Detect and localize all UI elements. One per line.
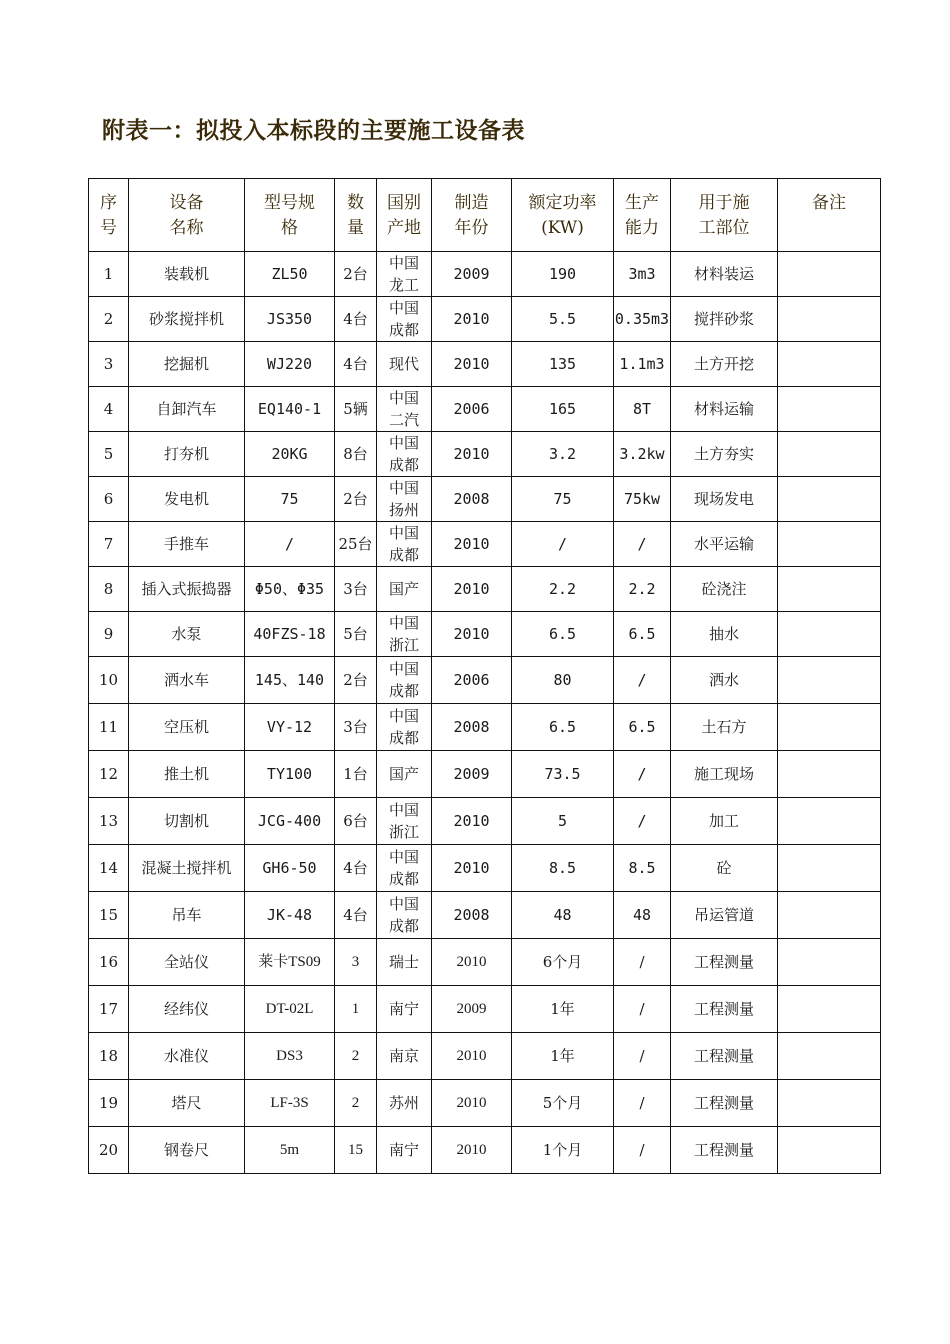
- cell-model: Φ50、Φ35: [245, 566, 335, 611]
- cell-model: 莱卡TS09: [245, 938, 335, 985]
- cell-usage: 洒水: [671, 656, 778, 703]
- cell-model: 5m: [245, 1126, 335, 1173]
- cell-no: 7: [89, 521, 129, 566]
- cell-name: 钢卷尺: [129, 1126, 245, 1173]
- cell-year: 2008: [432, 703, 512, 750]
- cell-origin: 中国 成都: [377, 844, 432, 891]
- cell-name: 空压机: [129, 703, 245, 750]
- cell-year: 2010: [432, 297, 512, 342]
- cell-year: 2009: [432, 252, 512, 297]
- cell-name: 砂浆搅拌机: [129, 297, 245, 342]
- cell-name: 混凝土搅拌机: [129, 844, 245, 891]
- table-row: [89, 844, 881, 891]
- cell-power: 190: [512, 252, 614, 297]
- table-row: [89, 521, 881, 566]
- cell-no: 20: [89, 1126, 129, 1173]
- cell-capacity: 3m3: [614, 252, 671, 297]
- cell-power: 5: [512, 797, 614, 844]
- cell-qty: 5台: [335, 611, 377, 656]
- cell-origin: 中国 成都: [377, 431, 432, 476]
- cell-note: [778, 297, 881, 342]
- cell-year: 2010: [432, 1032, 512, 1079]
- cell-note: [778, 891, 881, 938]
- cell-usage: 土石方: [671, 703, 778, 750]
- cell-origin: 苏州: [377, 1079, 432, 1126]
- header-model: 型号规 格: [245, 179, 335, 252]
- cell-origin: 南宁: [377, 1126, 432, 1173]
- cell-model: VY-12: [245, 703, 335, 750]
- cell-qty: 5辆: [335, 386, 377, 431]
- cell-usage: 土方夯实: [671, 431, 778, 476]
- cell-year: 2009: [432, 750, 512, 797]
- cell-no: 11: [89, 703, 129, 750]
- cell-capacity: 48: [614, 891, 671, 938]
- cell-capacity: 1.1m3: [614, 342, 671, 387]
- cell-capacity: 2.2: [614, 566, 671, 611]
- cell-model: EQ140-1: [245, 386, 335, 431]
- cell-note: [778, 566, 881, 611]
- table-row: [89, 656, 881, 703]
- cell-note: [778, 1126, 881, 1173]
- cell-qty: 4台: [335, 342, 377, 387]
- table-header-row: [89, 179, 881, 252]
- cell-year: 2010: [432, 1079, 512, 1126]
- cell-note: [778, 656, 881, 703]
- cell-no: 2: [89, 297, 129, 342]
- header-origin: 国别 产地: [377, 179, 432, 252]
- header-power: 额定功率 (KW): [512, 179, 614, 252]
- cell-no: 14: [89, 844, 129, 891]
- table-row: [89, 252, 881, 297]
- cell-model: TY100: [245, 750, 335, 797]
- cell-no: 1: [89, 252, 129, 297]
- cell-no: 18: [89, 1032, 129, 1079]
- cell-qty: 2台: [335, 252, 377, 297]
- cell-model: 40FZS-18: [245, 611, 335, 656]
- cell-note: [778, 797, 881, 844]
- cell-year: 2010: [432, 566, 512, 611]
- cell-year: 2010: [432, 797, 512, 844]
- cell-name: 装载机: [129, 252, 245, 297]
- table-row: [89, 297, 881, 342]
- cell-usage: 水平运输: [671, 521, 778, 566]
- cell-note: [778, 431, 881, 476]
- cell-name: 水准仪: [129, 1032, 245, 1079]
- cell-origin: 现代: [377, 342, 432, 387]
- cell-capacity: /: [614, 1126, 671, 1173]
- cell-power: 6.5: [512, 703, 614, 750]
- cell-note: [778, 386, 881, 431]
- cell-note: [778, 1079, 881, 1126]
- cell-name: 洒水车: [129, 656, 245, 703]
- cell-note: [778, 611, 881, 656]
- table-row: [89, 386, 881, 431]
- cell-model: JK-48: [245, 891, 335, 938]
- cell-capacity: /: [614, 985, 671, 1032]
- cell-origin: 中国 成都: [377, 656, 432, 703]
- cell-name: 发电机: [129, 476, 245, 521]
- cell-qty: 2: [335, 1079, 377, 1126]
- cell-capacity: /: [614, 938, 671, 985]
- cell-power: 1年: [512, 1032, 614, 1079]
- cell-qty: 2台: [335, 476, 377, 521]
- cell-note: [778, 252, 881, 297]
- header-qty: 数 量: [335, 179, 377, 252]
- cell-origin: 南宁: [377, 985, 432, 1032]
- table-row: [89, 750, 881, 797]
- header-name: 设备 名称: [129, 179, 245, 252]
- cell-model: /: [245, 521, 335, 566]
- cell-year: 2010: [432, 431, 512, 476]
- cell-qty: 15: [335, 1126, 377, 1173]
- table-row: [89, 797, 881, 844]
- cell-note: [778, 703, 881, 750]
- cell-name: 经纬仪: [129, 985, 245, 1032]
- cell-year: 2008: [432, 476, 512, 521]
- cell-capacity: /: [614, 797, 671, 844]
- cell-capacity: /: [614, 750, 671, 797]
- cell-capacity: /: [614, 521, 671, 566]
- cell-model: LF-3S: [245, 1079, 335, 1126]
- cell-year: 2009: [432, 985, 512, 1032]
- cell-no: 9: [89, 611, 129, 656]
- cell-year: 2010: [432, 938, 512, 985]
- cell-model: DS3: [245, 1032, 335, 1079]
- cell-year: 2010: [432, 342, 512, 387]
- header-note: 备注: [778, 179, 881, 252]
- table-row: [89, 476, 881, 521]
- cell-note: [778, 750, 881, 797]
- table-row: [89, 938, 881, 985]
- cell-origin: 国产: [377, 566, 432, 611]
- cell-origin: 中国 龙工: [377, 252, 432, 297]
- cell-power: 48: [512, 891, 614, 938]
- cell-power: 135: [512, 342, 614, 387]
- table-row: [89, 431, 881, 476]
- cell-origin: 南京: [377, 1032, 432, 1079]
- cell-usage: 材料运输: [671, 386, 778, 431]
- cell-model: GH6-50: [245, 844, 335, 891]
- equipment-table: [88, 178, 881, 1174]
- cell-model: WJ220: [245, 342, 335, 387]
- cell-usage: 砼: [671, 844, 778, 891]
- cell-origin: 中国 浙江: [377, 797, 432, 844]
- header-no: 序 号: [89, 179, 129, 252]
- cell-power: 5.5: [512, 297, 614, 342]
- cell-power: 3.2: [512, 431, 614, 476]
- cell-model: ZL50: [245, 252, 335, 297]
- cell-power: 1年: [512, 985, 614, 1032]
- cell-capacity: 6.5: [614, 611, 671, 656]
- cell-year: 2010: [432, 521, 512, 566]
- cell-model: 75: [245, 476, 335, 521]
- cell-usage: 吊运管道: [671, 891, 778, 938]
- cell-capacity: /: [614, 1032, 671, 1079]
- cell-capacity: /: [614, 656, 671, 703]
- table-row: [89, 1126, 881, 1173]
- cell-power: 73.5: [512, 750, 614, 797]
- cell-power: 75: [512, 476, 614, 521]
- cell-year: 2008: [432, 891, 512, 938]
- cell-capacity: 3.2kw: [614, 431, 671, 476]
- cell-usage: 工程测量: [671, 1126, 778, 1173]
- cell-name: 手推车: [129, 521, 245, 566]
- cell-usage: 工程测量: [671, 938, 778, 985]
- cell-usage: 搅拌砂浆: [671, 297, 778, 342]
- cell-year: 2010: [432, 611, 512, 656]
- cell-capacity: 6.5: [614, 703, 671, 750]
- cell-qty: 1台: [335, 750, 377, 797]
- cell-no: 17: [89, 985, 129, 1032]
- cell-qty: 25台: [335, 521, 377, 566]
- cell-power: 6.5: [512, 611, 614, 656]
- cell-power: 1个月: [512, 1126, 614, 1173]
- cell-origin: 中国 浙江: [377, 611, 432, 656]
- cell-origin: 中国 成都: [377, 297, 432, 342]
- cell-usage: 抽水: [671, 611, 778, 656]
- cell-name: 插入式振捣器: [129, 566, 245, 611]
- cell-no: 5: [89, 431, 129, 476]
- cell-usage: 施工现场: [671, 750, 778, 797]
- cell-usage: 工程测量: [671, 1032, 778, 1079]
- cell-usage: 加工: [671, 797, 778, 844]
- cell-qty: 2: [335, 1032, 377, 1079]
- cell-origin: 中国 扬州: [377, 476, 432, 521]
- cell-power: 8.5: [512, 844, 614, 891]
- cell-usage: 材料装运: [671, 252, 778, 297]
- cell-origin: 瑞士: [377, 938, 432, 985]
- cell-no: 10: [89, 656, 129, 703]
- cell-note: [778, 1032, 881, 1079]
- cell-name: 自卸汽车: [129, 386, 245, 431]
- cell-capacity: 8T: [614, 386, 671, 431]
- cell-no: 15: [89, 891, 129, 938]
- table-row: [89, 566, 881, 611]
- cell-no: 6: [89, 476, 129, 521]
- cell-name: 水泵: [129, 611, 245, 656]
- cell-no: 16: [89, 938, 129, 985]
- table-row: [89, 611, 881, 656]
- table-row: [89, 1079, 881, 1126]
- cell-note: [778, 476, 881, 521]
- cell-no: 4: [89, 386, 129, 431]
- cell-no: 3: [89, 342, 129, 387]
- cell-no: 12: [89, 750, 129, 797]
- cell-model: DT-02L: [245, 985, 335, 1032]
- cell-capacity: /: [614, 1079, 671, 1126]
- table-row: [89, 342, 881, 387]
- cell-usage: 现场发电: [671, 476, 778, 521]
- cell-qty: 3台: [335, 703, 377, 750]
- cell-qty: 3: [335, 938, 377, 985]
- cell-note: [778, 938, 881, 985]
- cell-power: 6个月: [512, 938, 614, 985]
- cell-qty: 3台: [335, 566, 377, 611]
- cell-power: 165: [512, 386, 614, 431]
- cell-power: 80: [512, 656, 614, 703]
- cell-name: 挖掘机: [129, 342, 245, 387]
- document-title: 附表一：拟投入本标段的主要施工设备表: [102, 118, 525, 144]
- cell-model: 20KG: [245, 431, 335, 476]
- cell-name: 塔尺: [129, 1079, 245, 1126]
- cell-note: [778, 342, 881, 387]
- cell-origin: 国产: [377, 750, 432, 797]
- table-row: [89, 1032, 881, 1079]
- cell-name: 打夯机: [129, 431, 245, 476]
- cell-qty: 1: [335, 985, 377, 1032]
- cell-usage: 工程测量: [671, 1079, 778, 1126]
- table-row: [89, 891, 881, 938]
- cell-power: 2.2: [512, 566, 614, 611]
- cell-origin: 中国 成都: [377, 521, 432, 566]
- cell-power: 5个月: [512, 1079, 614, 1126]
- cell-origin: 中国 成都: [377, 891, 432, 938]
- cell-name: 吊车: [129, 891, 245, 938]
- cell-usage: 土方开挖: [671, 342, 778, 387]
- cell-note: [778, 985, 881, 1032]
- cell-power: /: [512, 521, 614, 566]
- cell-model: 145、140: [245, 656, 335, 703]
- cell-origin: 中国 二汽: [377, 386, 432, 431]
- cell-qty: 4台: [335, 297, 377, 342]
- cell-no: 13: [89, 797, 129, 844]
- cell-note: [778, 521, 881, 566]
- cell-qty: 2台: [335, 656, 377, 703]
- cell-no: 19: [89, 1079, 129, 1126]
- cell-name: 切割机: [129, 797, 245, 844]
- cell-qty: 4台: [335, 844, 377, 891]
- table-row: [89, 985, 881, 1032]
- cell-capacity: 8.5: [614, 844, 671, 891]
- cell-usage: 工程测量: [671, 985, 778, 1032]
- cell-qty: 8台: [335, 431, 377, 476]
- cell-no: 8: [89, 566, 129, 611]
- cell-qty: 6台: [335, 797, 377, 844]
- header-year: 制造 年份: [432, 179, 512, 252]
- cell-name: 全站仪: [129, 938, 245, 985]
- table-row: [89, 703, 881, 750]
- cell-year: 2010: [432, 844, 512, 891]
- cell-capacity: 0.35m3: [614, 297, 671, 342]
- header-usage: 用于施 工部位: [671, 179, 778, 252]
- cell-usage: 砼浇注: [671, 566, 778, 611]
- cell-model: JS350: [245, 297, 335, 342]
- cell-name: 推土机: [129, 750, 245, 797]
- header-capacity: 生产 能力: [614, 179, 671, 252]
- cell-note: [778, 844, 881, 891]
- cell-origin: 中国 成都: [377, 703, 432, 750]
- cell-year: 2006: [432, 386, 512, 431]
- cell-capacity: 75kw: [614, 476, 671, 521]
- cell-year: 2010: [432, 1126, 512, 1173]
- cell-year: 2006: [432, 656, 512, 703]
- cell-qty: 4台: [335, 891, 377, 938]
- cell-model: JCG-400: [245, 797, 335, 844]
